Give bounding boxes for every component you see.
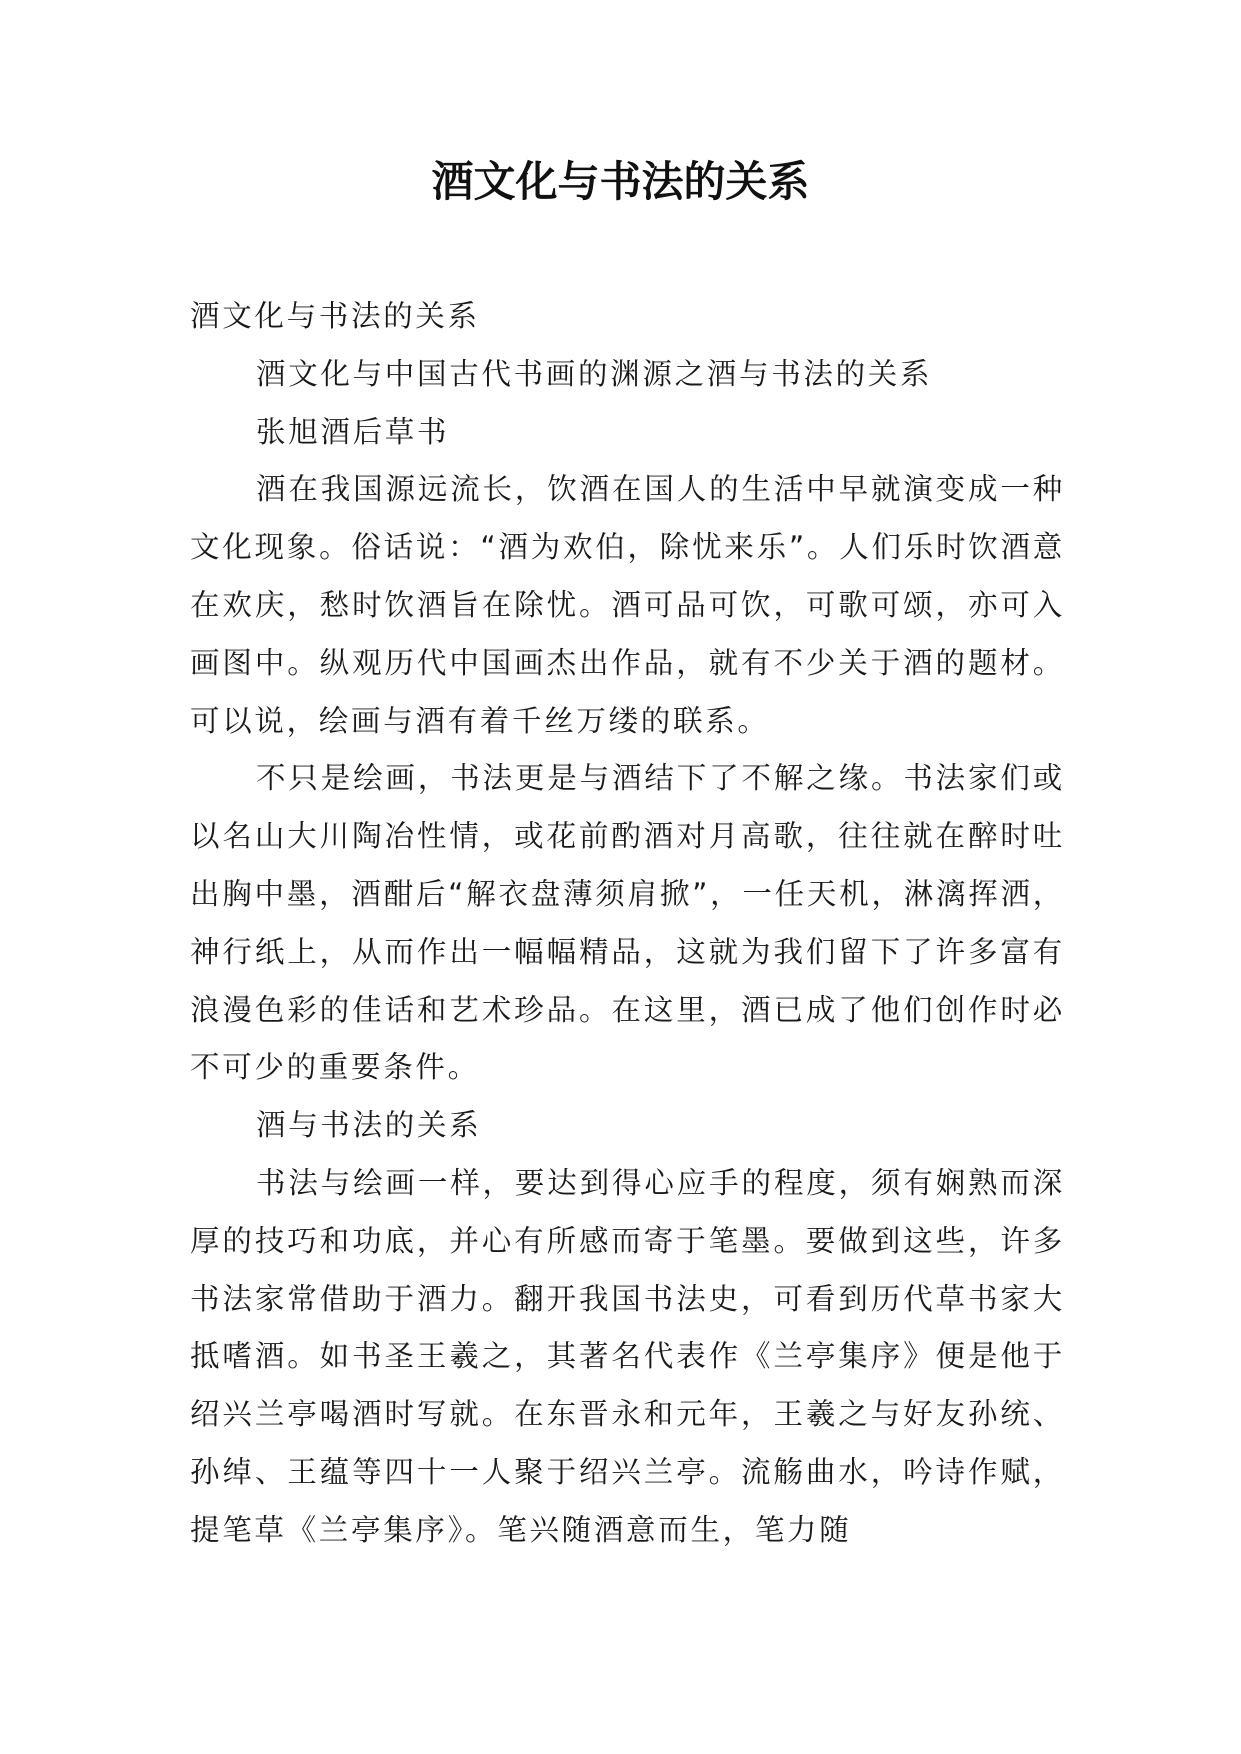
- paragraph-wang-xizhi: 书法与绘画一样，要达到得心应手的程度，须有娴熟而深厚的技巧和功底，并心有所感而寄于笔墨。要做到这些，许多书法家常借助于酒力。翻开我国书法史，可看到历代草书家大抵嗜酒。如书圣王羲之，其著名代表作《兰亭集序》便是他于绍兴兰亭喝酒时写就。在东晋永和元年，王羲之与好友孙统、孙绰、王蕴等四十一人聚于绍兴兰亭。流觞曲水，吟诗作赋，提笔草《兰亭集序》。笔兴随酒意而生，笔力随: [190, 1165, 1065, 1547]
- paragraph-section-heading: 酒与书法的关系: [256, 1108, 482, 1143]
- paragraph-heading: 酒文化与书法的关系: [190, 299, 480, 333]
- paragraph-calligraphy-wine: 不只是绘画，书法更是与酒结下了不解之缘。书法家们或以名山大川陶冶性情，或花前酌酒对月高歌，往往就在醉时吐出胸中墨，酒酣后“解衣盘薄须肩掀”，一任天机，淋漓挥洒，神行纸上，从而作出一幅幅精品，这就为我们留下了许多富有浪漫色彩的佳话和艺术珍品。在这里，酒已成了他们创作时必不可少的重要条件。: [190, 761, 1065, 1085]
- paragraph-section-zhangxu: 张旭酒后草书: [256, 414, 450, 449]
- paragraph-wine-culture: 酒在我国源远流长，饮酒在国人的生活中早就演变成一种文化现象。俗话说：“酒为欢伯，除忧来乐”。人们乐时饮酒意在欢庆，愁时饮酒旨在除忧。酒可品可饮，可歌可颂，亦可入画图中。纵观历代中国画杰出作品，就有不少关于酒的题材。可以说，绘画与酒有着千丝万缕的联系。: [190, 472, 1065, 738]
- document-title: 酒文化与书法的关系: [431, 157, 810, 206]
- document-body: [190, 288, 1065, 1560]
- paragraph-subtitle: 酒文化与中国古代书画的渊源之酒与书法的关系: [256, 356, 933, 391]
